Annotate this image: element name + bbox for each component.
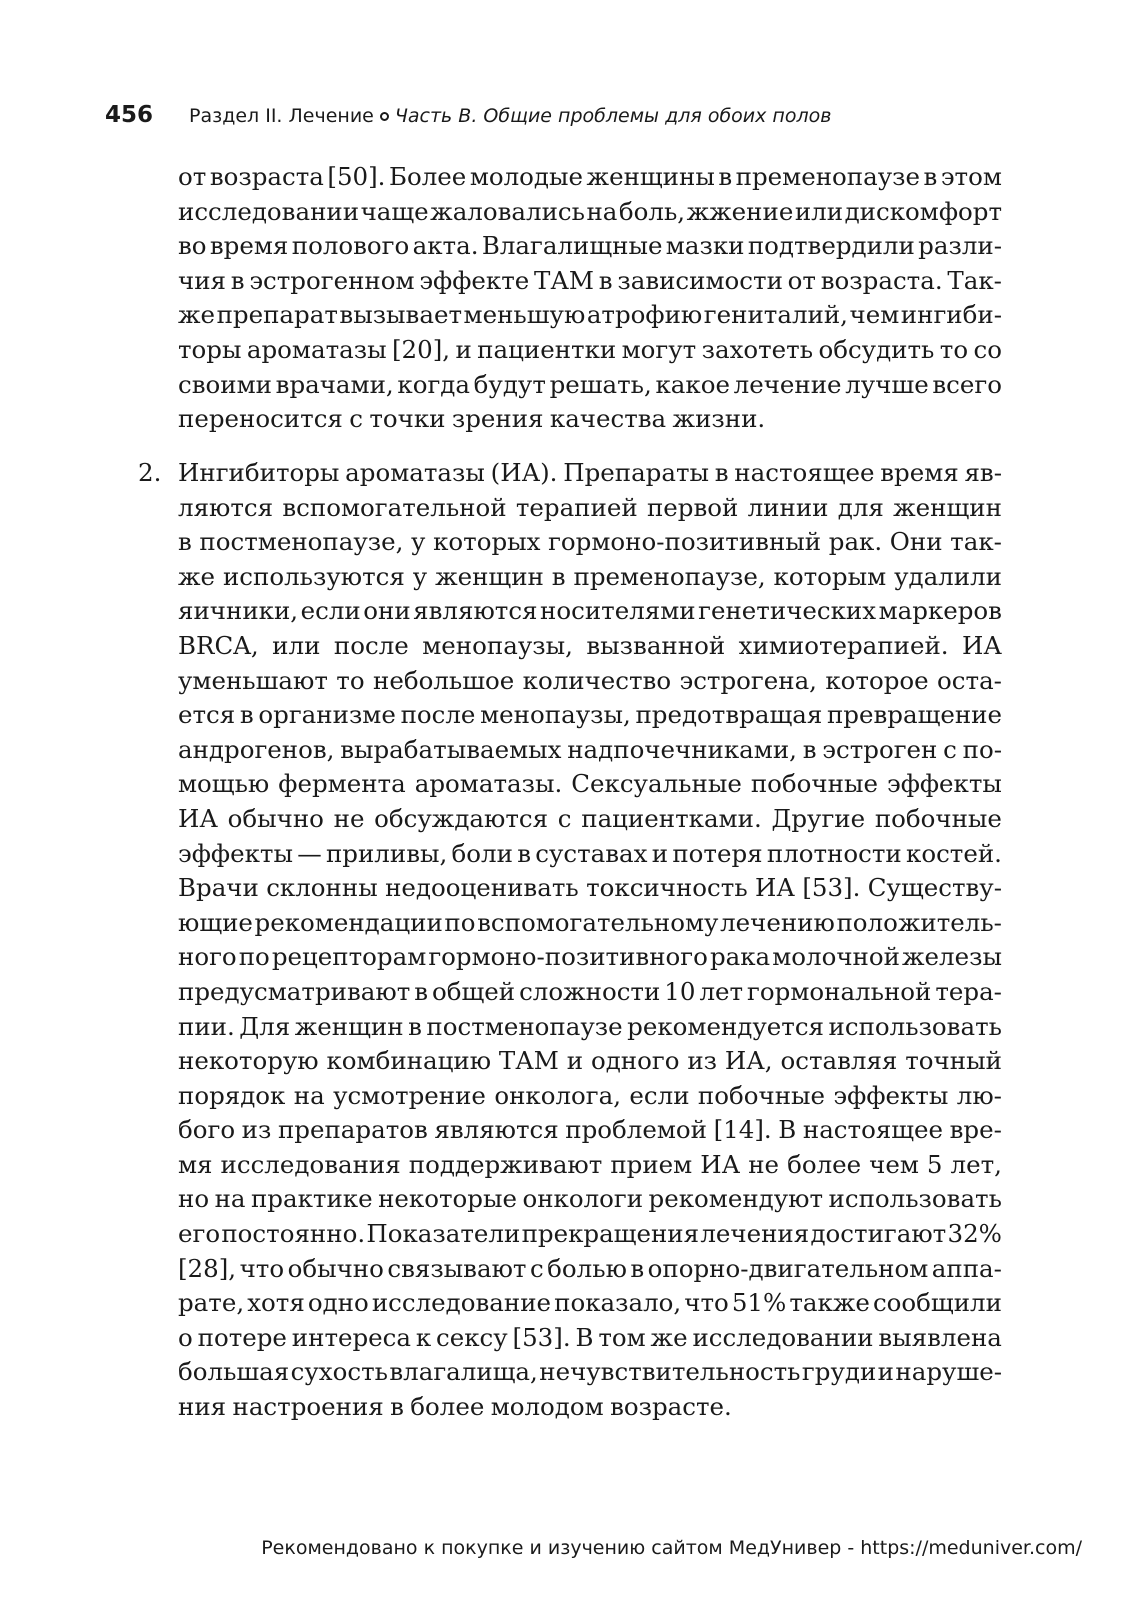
text-line: же используются у женщин в пременопаузе, которым удалили	[178, 561, 1002, 591]
text-line: чия в эстрогенном эффекте ТАМ в зависимости от возраста. Так-	[178, 265, 1002, 295]
watermark-footer: Рекомендовано к покупке и изучению сайтом МедУнивер - https://meduniver.com/	[261, 1537, 1082, 1559]
text-line: яичники, если они являются носителями генетических маркеров	[178, 596, 1002, 626]
text-line: BRCA, или после менопаузы, вызванной химиотерапией. ИА	[178, 630, 1002, 660]
text-line: уменьшают то небольшое количество эстрогена, которое оста-	[178, 665, 1002, 695]
text-line: ется в организме после менопаузы, предотвращая превращение	[178, 700, 1002, 730]
text-line: некоторую комбинацию ТАМ и одного из ИА, оставляя точный	[178, 1046, 1002, 1076]
text-line: от возраста [50]. Более молодые женщины в пременопаузе в этом	[178, 162, 1002, 191]
text-line: пии. Для женщин в постменопаузе рекомендуется использовать	[178, 1011, 1002, 1041]
continued-paragraph	[178, 160, 1002, 437]
page-number: 456	[105, 102, 154, 128]
section-title: Раздел II. Лечение	[189, 105, 374, 127]
text-line: его постоянно. Показатели прекращения лечения достигают 32%	[178, 1219, 1002, 1249]
text-line: Врачи склонны недооценивать токсичность ИА [53]. Существу-	[178, 873, 1002, 903]
running-header	[105, 100, 1005, 134]
text-line: в постменопаузе, у которых гормоно-позитивный рак. Они так-	[178, 527, 1002, 557]
text-line: ного по рецепторам гормоно-позитивного рака молочной железы	[178, 942, 1002, 972]
list-item-number: 2.	[138, 458, 162, 487]
text-line: мощью фермента ароматазы. Сексуальные побочные эффекты	[178, 769, 1002, 799]
text-line: торы ароматазы [20], и пациентки могут захотеть обсудить то со	[178, 334, 1002, 364]
text-line: большая сухость влагалища, нечувствительность груди и наруше-	[178, 1357, 1002, 1387]
text-line: но на практике некоторые онкологи рекомендуют использовать	[178, 1184, 1002, 1214]
list-item-text	[178, 456, 1002, 1425]
text-line: своими врачами, когда будут решать, какое лечение лучше всего	[178, 369, 1002, 399]
text-line: о потере интереса к сексу [53]. В том же исследовании выявлена	[178, 1322, 1002, 1352]
text-line: во время полового акта. Влагалищные мазки подтвердили разли-	[178, 231, 1002, 261]
text-line: эффекты — приливы, боли в суставах и потеря плотности костей.	[178, 838, 1002, 868]
text-line: порядок на усмотрение онколога, если побочные эффекты лю-	[178, 1080, 1002, 1110]
text-line: ляются вспомогательной терапией первой линии для женщин	[178, 492, 1002, 522]
text-line: переносится с точки зрения качества жизни.	[178, 404, 766, 434]
text-line: мя исследования поддерживают прием ИА не более чем 5 лет,	[178, 1149, 1002, 1179]
text-line: андрогенов, вырабатываемых надпочечниками, в эстроген с по-	[178, 734, 1002, 764]
text-line: исследовании чаще жаловались на боль, жжение или дискомфорт	[178, 196, 1002, 226]
running-head	[189, 102, 831, 130]
text-line: предусматривают в общей сложности 10 лет гормональной тера-	[178, 976, 1002, 1006]
text-line: ИА обычно не обсуждаются с пациентками. Другие побочные	[178, 803, 1002, 833]
bullet-separator-icon	[380, 112, 389, 121]
part-title: Часть B. Общие проблемы для обоих полов	[394, 105, 832, 127]
text-line: Ингибиторы ароматазы (ИА). Препараты в настоящее время яв-	[178, 458, 1002, 487]
text-line: [28], что обычно связывают с болью в опорно-двигательном аппа-	[178, 1253, 1002, 1283]
text-line: ния настроения в более молодом возрасте.	[178, 1392, 732, 1422]
text-line: бого из препаратов являются проблемой [14]. В настоящее вре-	[178, 1115, 1002, 1145]
text-line: же препарат вызывает меньшую атрофию гениталий, чем ингиби-	[178, 300, 1002, 330]
text-line: рате, хотя одно исследование показало, что 51% также сообщили	[178, 1288, 1002, 1318]
text-line: ющие рекомендации по вспомогательному лечению положитель-	[178, 907, 1002, 937]
